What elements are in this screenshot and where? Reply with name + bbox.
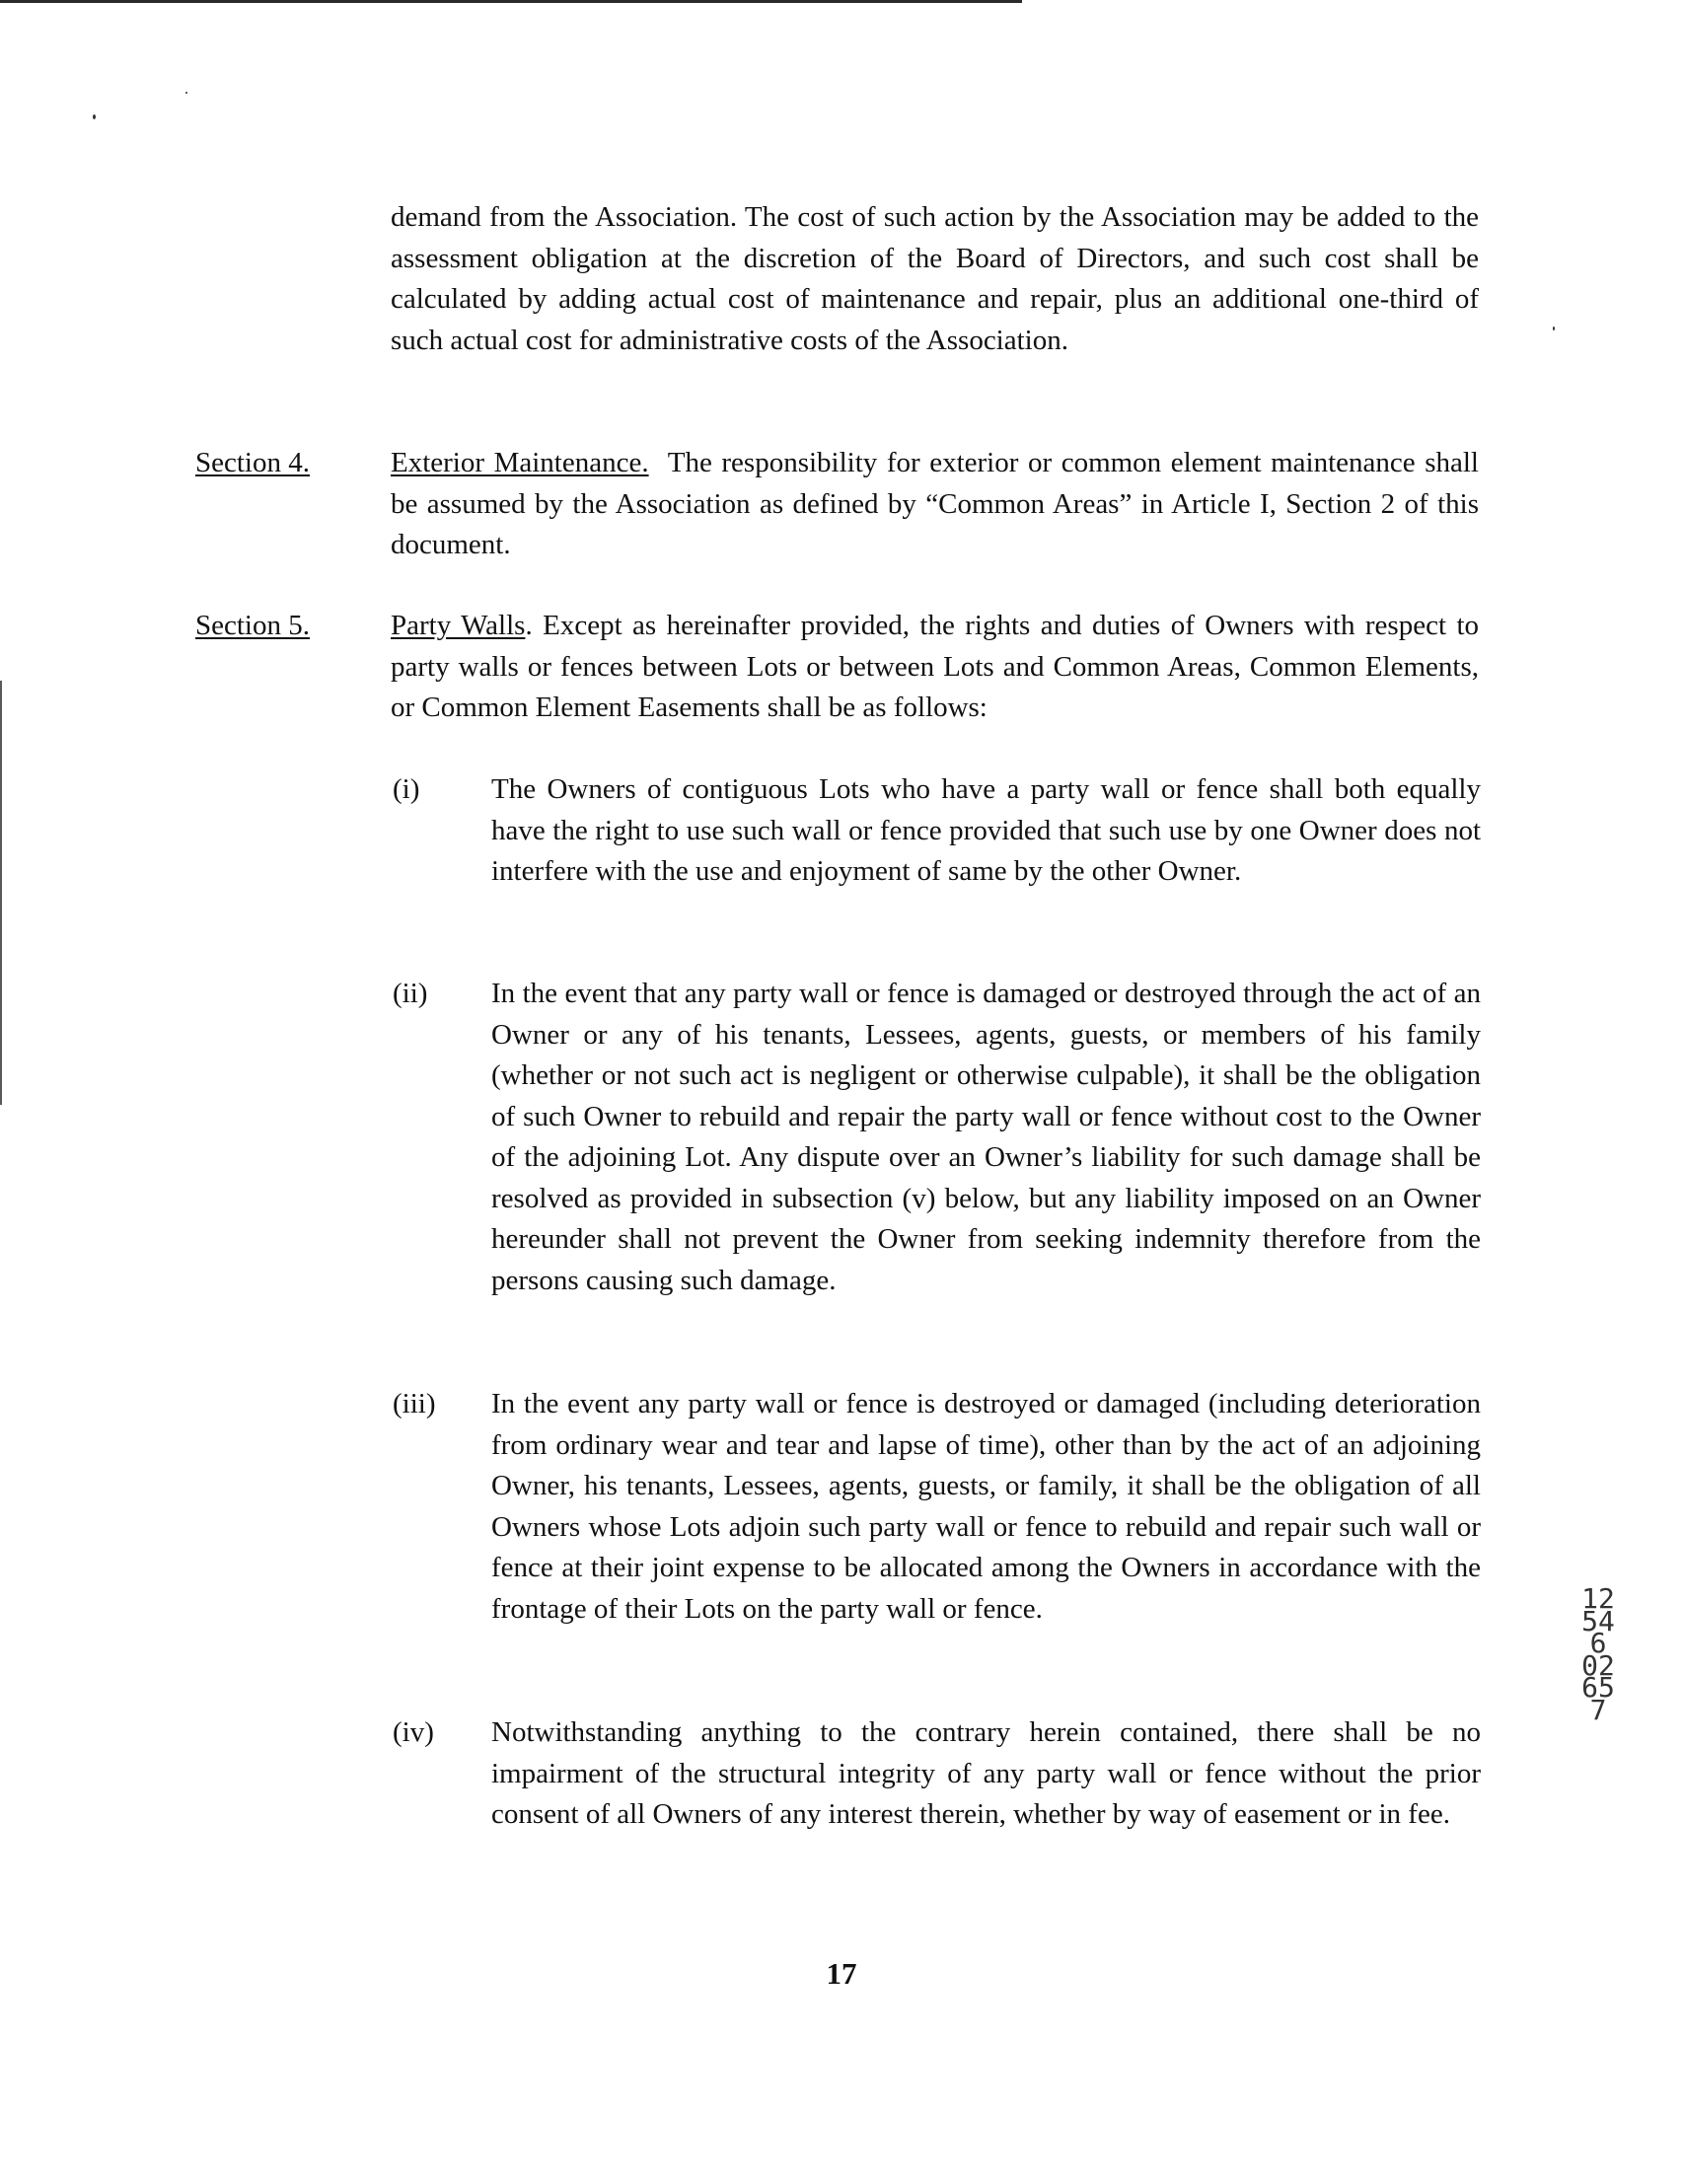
- continuation-paragraph: demand from the Association. The cost of such action by the Association may be added to the assessment obligation at the discretion of the Board of Directors, and such cost shall be calculated by adding actual cost of maintenance and repair, plus an additional one-third of such actual cost for administrative costs of the Association.: [391, 201, 1479, 356]
- scan-edge-top: [0, 0, 1022, 3]
- page-number: 17: [826, 1956, 857, 1991]
- item-iii-text: In the event any party wall or fence is destroyed or damaged (including deterioration from ordinary wear and tear and lapse of time), other than by the act of an adjoining Owner, his tenants, Lessees, agents, guests, or family, it shall be the obligation of all Owners whose Lots adjoin such party wall or fence to rebuild and repair such wall or fence at their joint expense to be allocated among the Owners in accordance with the frontage of their Lots on the party wall or fence.: [491, 1388, 1481, 1625]
- section-4-label: Section 4.: [195, 447, 310, 478]
- item-i-text: The Owners of contiguous Lots who have a party wall or fence shall both equally have the right to use such wall or fence provided that such use by one Owner does not interfere with the use and enjoyment of same by the other Owner.: [491, 773, 1481, 887]
- scan-speck: [1553, 327, 1555, 330]
- item-iv-text: Notwithstanding anything to the contrary herein contained, there shall be no impairment of the structural integrity of any party wall or fence without the prior consent of all Owners of any interest therein, whether by way of easement or in fee.: [491, 1716, 1481, 1830]
- section-5-text: . Except as hereinafter provided, the rights and duties of Owners with respect to party walls or fences between Lots or between Lots and Common Areas, Common Elements, or Common Element Easements shall be as follows:: [391, 610, 1479, 723]
- scan-speck: [93, 114, 96, 119]
- scan-edge-left: [0, 681, 2, 1105]
- section-5-label: Section 5.: [195, 610, 310, 641]
- section-4-paragraph: [391, 443, 1479, 566]
- section-4-heading: Exterior Maintenance.: [391, 447, 649, 478]
- section-5-paragraph: [391, 606, 1479, 729]
- section-5-heading: Party Walls: [391, 610, 526, 641]
- scan-speck: [185, 92, 187, 94]
- recording-stamp: 12546 02657: [1581, 1582, 1615, 1726]
- item-i-numeral: (i): [393, 773, 420, 805]
- item-iv-numeral: (iv): [393, 1716, 434, 1748]
- section-4-text: The responsibility for exterior or common element maintenance shall be assumed by the Association as defined by “Common Areas” in Article I, Section 2 of this document.: [391, 447, 1479, 560]
- item-ii-numeral: (ii): [393, 978, 428, 1009]
- item-ii-text: In the event that any party wall or fence is damaged or destroyed through the act of an Owner or any of his tenants, Lessees, agents, guests, or members of his family (whether or not such act is negligent or otherwise culpable), it shall be the obligation of such Owner to rebuild and repair the party wall or fence without cost to the Owner of the adjoining Lot. Any dispute over an Owner’s liability for such damage shall be resolved as provided in subsection (v) below, but any liability imposed on an Owner hereunder shall not prevent the Owner from seeking indemnity therefore from the persons causing such damage.: [491, 978, 1481, 1296]
- item-iii-numeral: (iii): [393, 1388, 436, 1420]
